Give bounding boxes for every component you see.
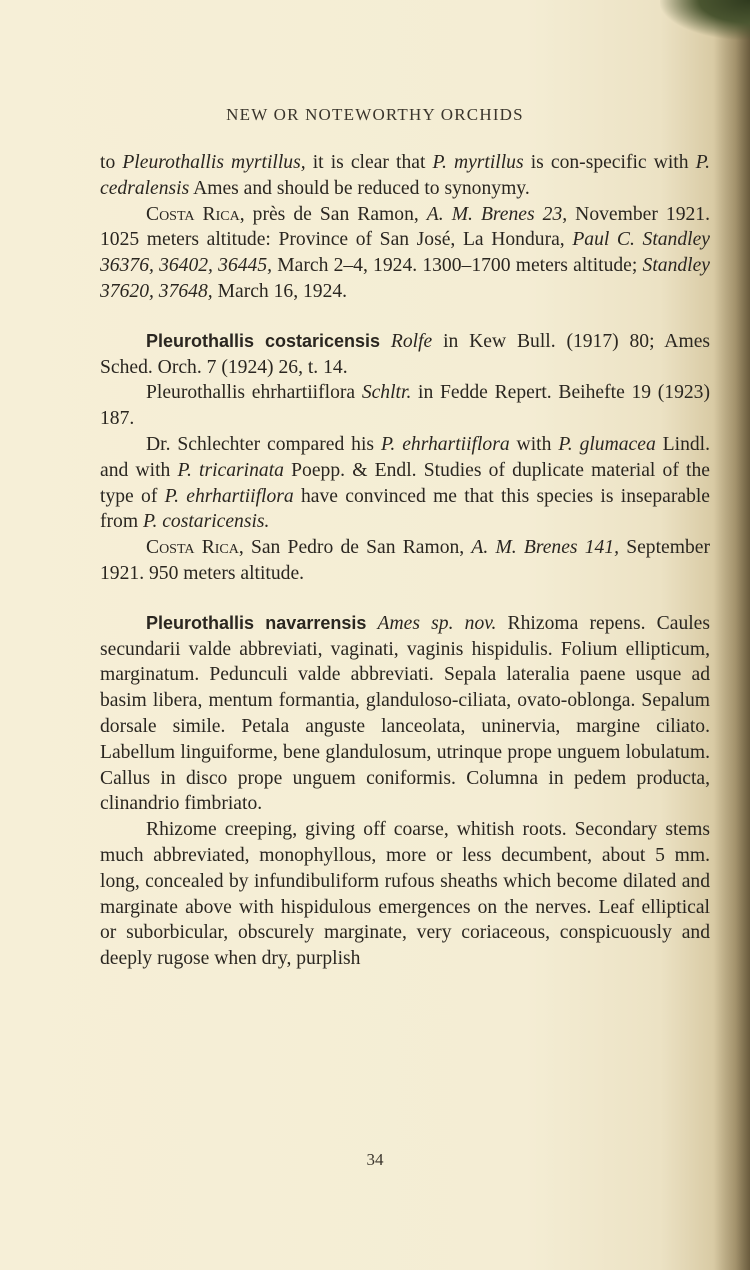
species-heading-navarrensis: Pleurothallis navarrensis Ames sp. nov. Rhizoma repens. Caules secundarii valde abbreviati, vaginati, vaginis hispidulis. Folium ellipticum, marginatum. Pedunculi valde abbreviati. Sepala lateralia paene usque ad basim libera, mentum formantia, glanduloso-ciliata, ovato-oblonga. Sepalum dorsale simile. Petala anguste lanceolata, uninervia, margine ciliato. Labellum linguiforme, bene glandulosum, utrinque prope unguem lobulatum. Callus in disco prope unguem coniformis. Columna in pedem producta, clinandrio fimbriato. <box>100 612 710 815</box>
body-text <box>100 150 710 972</box>
specimen-citation: Costa Rica, San Pedro de San Ramon, A. M. Brenes 141, September 1921. 950 meters altitude. <box>100 537 710 584</box>
synonym-citation: Pleurothallis ehrhartiiflora Schltr. in Fedde Repert. Beihefte 19 (1923) 187. <box>100 382 711 430</box>
description-paragraph: Rhizome creeping, giving off coarse, whitish roots. Secondary stems much abbreviated, monophyllous, more or less decumbent, about 5 mm. long, concealed by infundibuliform rufous sheaths which become dilated and marginate above with hispidulous emergences on the nerves. Leaf elliptical or suborbicular, obscurely marginate, very coriaceous, conspicuously and deeply rugose when dry, purplish <box>100 819 710 970</box>
section-gap <box>100 587 710 611</box>
page-corner-shadow <box>660 0 750 40</box>
running-head: NEW OR NOTEWORTHY ORCHIDS <box>226 105 524 124</box>
discussion-paragraph: Dr. Schlechter compared his P. ehrhartiiflora with P. glumacea Lindl. and with P. tricarinata Poepp. & Endl. Studies of duplicate material of the type of P. ehrhartiiflora have convinced me that this species is inseparable from P. costaricensis. <box>100 433 711 533</box>
section-gap <box>100 305 710 329</box>
specimen-citation: Costa Rica, près de San Ramon, A. M. Brenes 23, November 1921. 1025 meters altitude: Province of San José, La Hondura, Paul C. Standley 36376, 36402, 36445, March 2–4, 1924. 1300–1700 meters altitude; Standley 37620, 37648, March 16, 1924. <box>100 203 710 302</box>
spine-shadow <box>714 0 750 1270</box>
species-heading-costaricensis: Pleurothallis costaricensis Rolfe in Kew Bull. (1917) 80; Ames Sched. Orch. 7 (1924) 26, t. 14. <box>100 330 711 378</box>
paragraph-continuation: to Pleurothallis myrtillus, it is clear that P. myrtillus is con-specific with P. cedralensis Ames and should be reduced to synonymy. <box>100 152 710 199</box>
page-number: 34 <box>366 1150 384 1169</box>
